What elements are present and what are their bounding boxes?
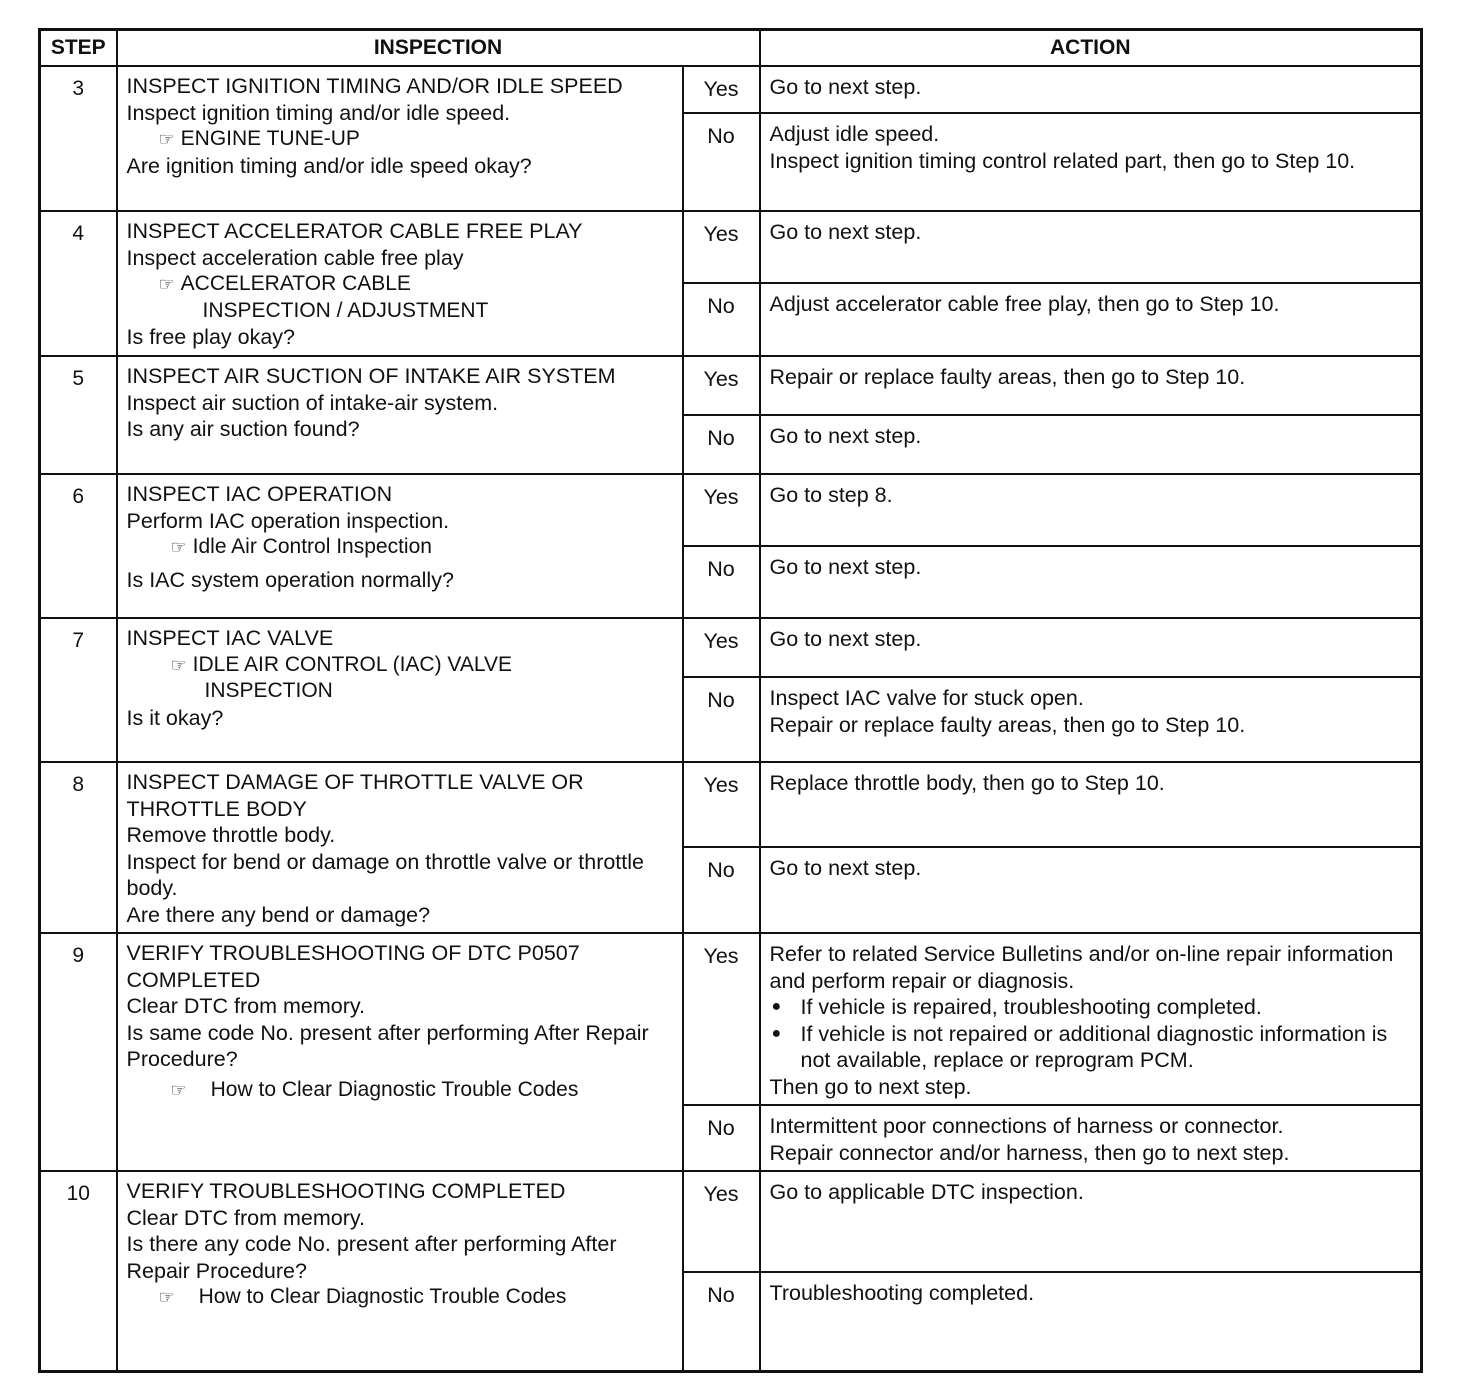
action-text: Repair or replace faulty areas, then go to Step 10. — [769, 712, 1246, 737]
no-label: No — [683, 677, 760, 762]
action-text: Repair connector and/or harness, then go to next step. — [769, 1140, 1290, 1165]
inspection-title: INSPECT AIR SUCTION OF INTAKE AIR SYSTEM — [126, 364, 616, 388]
action-text: Inspect IAC valve for stuck open. — [769, 686, 1084, 710]
header-step: STEP — [40, 30, 117, 67]
inspection-title: INSPECT IAC VALVE — [126, 626, 334, 650]
inspection-text: Inspect for bend or damage on throttle valve or throttle body. — [126, 849, 644, 900]
no-label: No — [683, 113, 760, 211]
yes-label: Yes — [683, 66, 760, 113]
action-yes: Replace throttle body, then go to Step 10. — [760, 762, 1422, 847]
yes-label: Yes — [683, 762, 760, 847]
inspection-cell — [117, 211, 683, 356]
yes-label: Yes — [683, 933, 760, 1105]
action-text: Intermittent poor connections of harness or connector. — [769, 1114, 1284, 1138]
inspection-cell — [117, 618, 683, 762]
reference — [127, 652, 674, 679]
action-no: Go to next step. — [760, 546, 1422, 618]
inspection-cell — [117, 66, 683, 211]
inspection-text: Inspect air suction of intake-air system. — [126, 390, 499, 415]
action-text: Refer to related Service Bulletins and/or on-line repair information and perform repair or diagnosis. — [769, 942, 1394, 993]
no-label: No — [683, 415, 760, 474]
inspection-title: INSPECT IAC OPERATION — [126, 482, 393, 506]
table-row — [40, 1171, 1422, 1272]
inspection-text: Clear DTC from memory. — [126, 1205, 366, 1230]
reference — [127, 271, 674, 298]
inspection-cell — [117, 356, 683, 474]
no-label: No — [683, 283, 760, 356]
yes-label: Yes — [683, 474, 760, 546]
inspection-title: VERIFY TROUBLESHOOTING OF DTC P0507 COMPLETED — [126, 941, 580, 992]
pointing-hand-icon: ☞ — [170, 1079, 187, 1100]
bullet-item: ● If vehicle is not repaired or additional diagnostic information is not available, replace or reprogram PCM. — [770, 1021, 1412, 1074]
action-yes — [760, 933, 1422, 1105]
step-number: 3 — [40, 66, 117, 211]
inspection-title: INSPECT IGNITION TIMING AND/OR IDLE SPEED — [126, 74, 623, 98]
reference — [127, 534, 674, 561]
header-action: ACTION — [760, 30, 1422, 67]
reference-label: Idle Air Control Inspection — [192, 535, 432, 558]
pointing-hand-icon: ☞ — [170, 537, 187, 557]
reference — [127, 1284, 674, 1311]
table-row — [40, 762, 1422, 847]
no-label: No — [683, 546, 760, 618]
step-number: 7 — [40, 618, 117, 762]
reference-label: IDLE AIR CONTROL (IAC) VALVE — [192, 652, 512, 676]
yes-label: Yes — [683, 618, 760, 677]
inspection-question: Is same code No. present after performing After Repair Procedure? — [126, 1020, 649, 1071]
reference-label: How to Clear Diagnostic Trouble Codes — [210, 1077, 579, 1101]
table-row — [40, 211, 1422, 283]
troubleshooting-table — [38, 28, 1423, 1373]
action-no: Go to next step. — [760, 415, 1422, 474]
inspection-question: Are ignition timing and/or idle speed okay? — [126, 153, 532, 178]
action-yes: Go to applicable DTC inspection. — [760, 1171, 1422, 1272]
step-number: 9 — [40, 933, 117, 1171]
action-yes: Go to step 8. — [760, 474, 1422, 546]
table-row — [40, 618, 1422, 677]
inspection-cell — [117, 474, 683, 618]
reference-continued: INSPECTION / ADJUSTMENT — [202, 298, 489, 322]
step-number: 8 — [40, 762, 117, 933]
action-text: Inspect ignition timing control related part, then go to Step 10. — [769, 148, 1356, 173]
yes-label: Yes — [683, 211, 760, 283]
inspection-text: Remove throttle body. — [126, 823, 336, 847]
inspection-title: INSPECT ACCELERATOR CABLE FREE PLAY — [126, 219, 583, 243]
yes-label: Yes — [683, 356, 760, 415]
action-no: Adjust accelerator cable free play, then go to Step 10. — [760, 283, 1422, 356]
inspection-text: Inspect ignition timing and/or idle speed. — [126, 100, 511, 125]
inspection-text: Inspect acceleration cable free play — [126, 245, 464, 270]
table-row — [40, 356, 1422, 415]
reference-label: ENGINE TUNE-UP — [180, 127, 360, 150]
no-label: No — [683, 1105, 760, 1171]
header-inspection: INSPECTION — [117, 30, 760, 67]
step-number: 5 — [40, 356, 117, 474]
action-no — [760, 113, 1422, 211]
action-yes: Go to next step. — [760, 618, 1422, 677]
pointing-hand-icon: ☞ — [158, 274, 175, 294]
reference-label: ACCELERATOR CABLE — [180, 272, 411, 295]
pointing-hand-icon: ☞ — [158, 1287, 175, 1307]
reference — [127, 126, 674, 153]
inspection-title: VERIFY TROUBLESHOOTING COMPLETED — [126, 1179, 566, 1203]
inspection-question: Is any air suction found? — [126, 417, 360, 441]
action-text: Then go to next step. — [769, 1074, 972, 1099]
action-yes: Repair or replace faulty areas, then go to Step 10. — [760, 356, 1422, 415]
table-row — [40, 474, 1422, 546]
inspection-question: Is IAC system operation normally? — [126, 567, 454, 592]
inspection-question: Is free play okay? — [126, 325, 296, 349]
inspection-text: Perform IAC operation inspection. — [126, 508, 450, 533]
no-label: No — [683, 847, 760, 933]
reference-label: How to Clear Diagnostic Trouble Codes — [198, 1285, 567, 1308]
yes-label: Yes — [683, 1171, 760, 1272]
bullet-item: ● If vehicle is repaired, troubleshooting completed. — [770, 994, 1412, 1021]
inspection-cell — [117, 1171, 683, 1371]
inspection-text: Clear DTC from memory. — [126, 994, 366, 1018]
action-text: Adjust idle speed. — [769, 122, 940, 146]
inspection-question: Are there any bend or damage? — [126, 902, 431, 927]
header-row — [40, 30, 1422, 67]
reference — [127, 1077, 674, 1104]
action-no: Troubleshooting completed. — [760, 1272, 1422, 1371]
inspection-cell — [117, 933, 683, 1171]
step-number: 10 — [40, 1171, 117, 1371]
action-no: Go to next step. — [760, 847, 1422, 933]
pointing-hand-icon: ☞ — [158, 129, 175, 149]
pointing-hand-icon: ☞ — [170, 654, 187, 675]
action-no — [760, 677, 1422, 762]
reference-continued: INSPECTION — [204, 679, 333, 702]
inspection-question: Is there any code No. present after performing After Repair Procedure? — [126, 1232, 617, 1283]
table-row — [40, 933, 1422, 1105]
step-number: 4 — [40, 211, 117, 356]
inspection-question: Is it okay? — [126, 705, 224, 730]
no-label: No — [683, 1272, 760, 1371]
action-yes: Go to next step. — [760, 66, 1422, 113]
action-no — [760, 1105, 1422, 1171]
action-yes: Go to next step. — [760, 211, 1422, 283]
inspection-cell — [117, 762, 683, 933]
inspection-title: INSPECT DAMAGE OF THROTTLE VALVE OR THROTTLE BODY — [126, 770, 584, 821]
step-number: 6 — [40, 474, 117, 618]
table-row — [40, 66, 1422, 113]
